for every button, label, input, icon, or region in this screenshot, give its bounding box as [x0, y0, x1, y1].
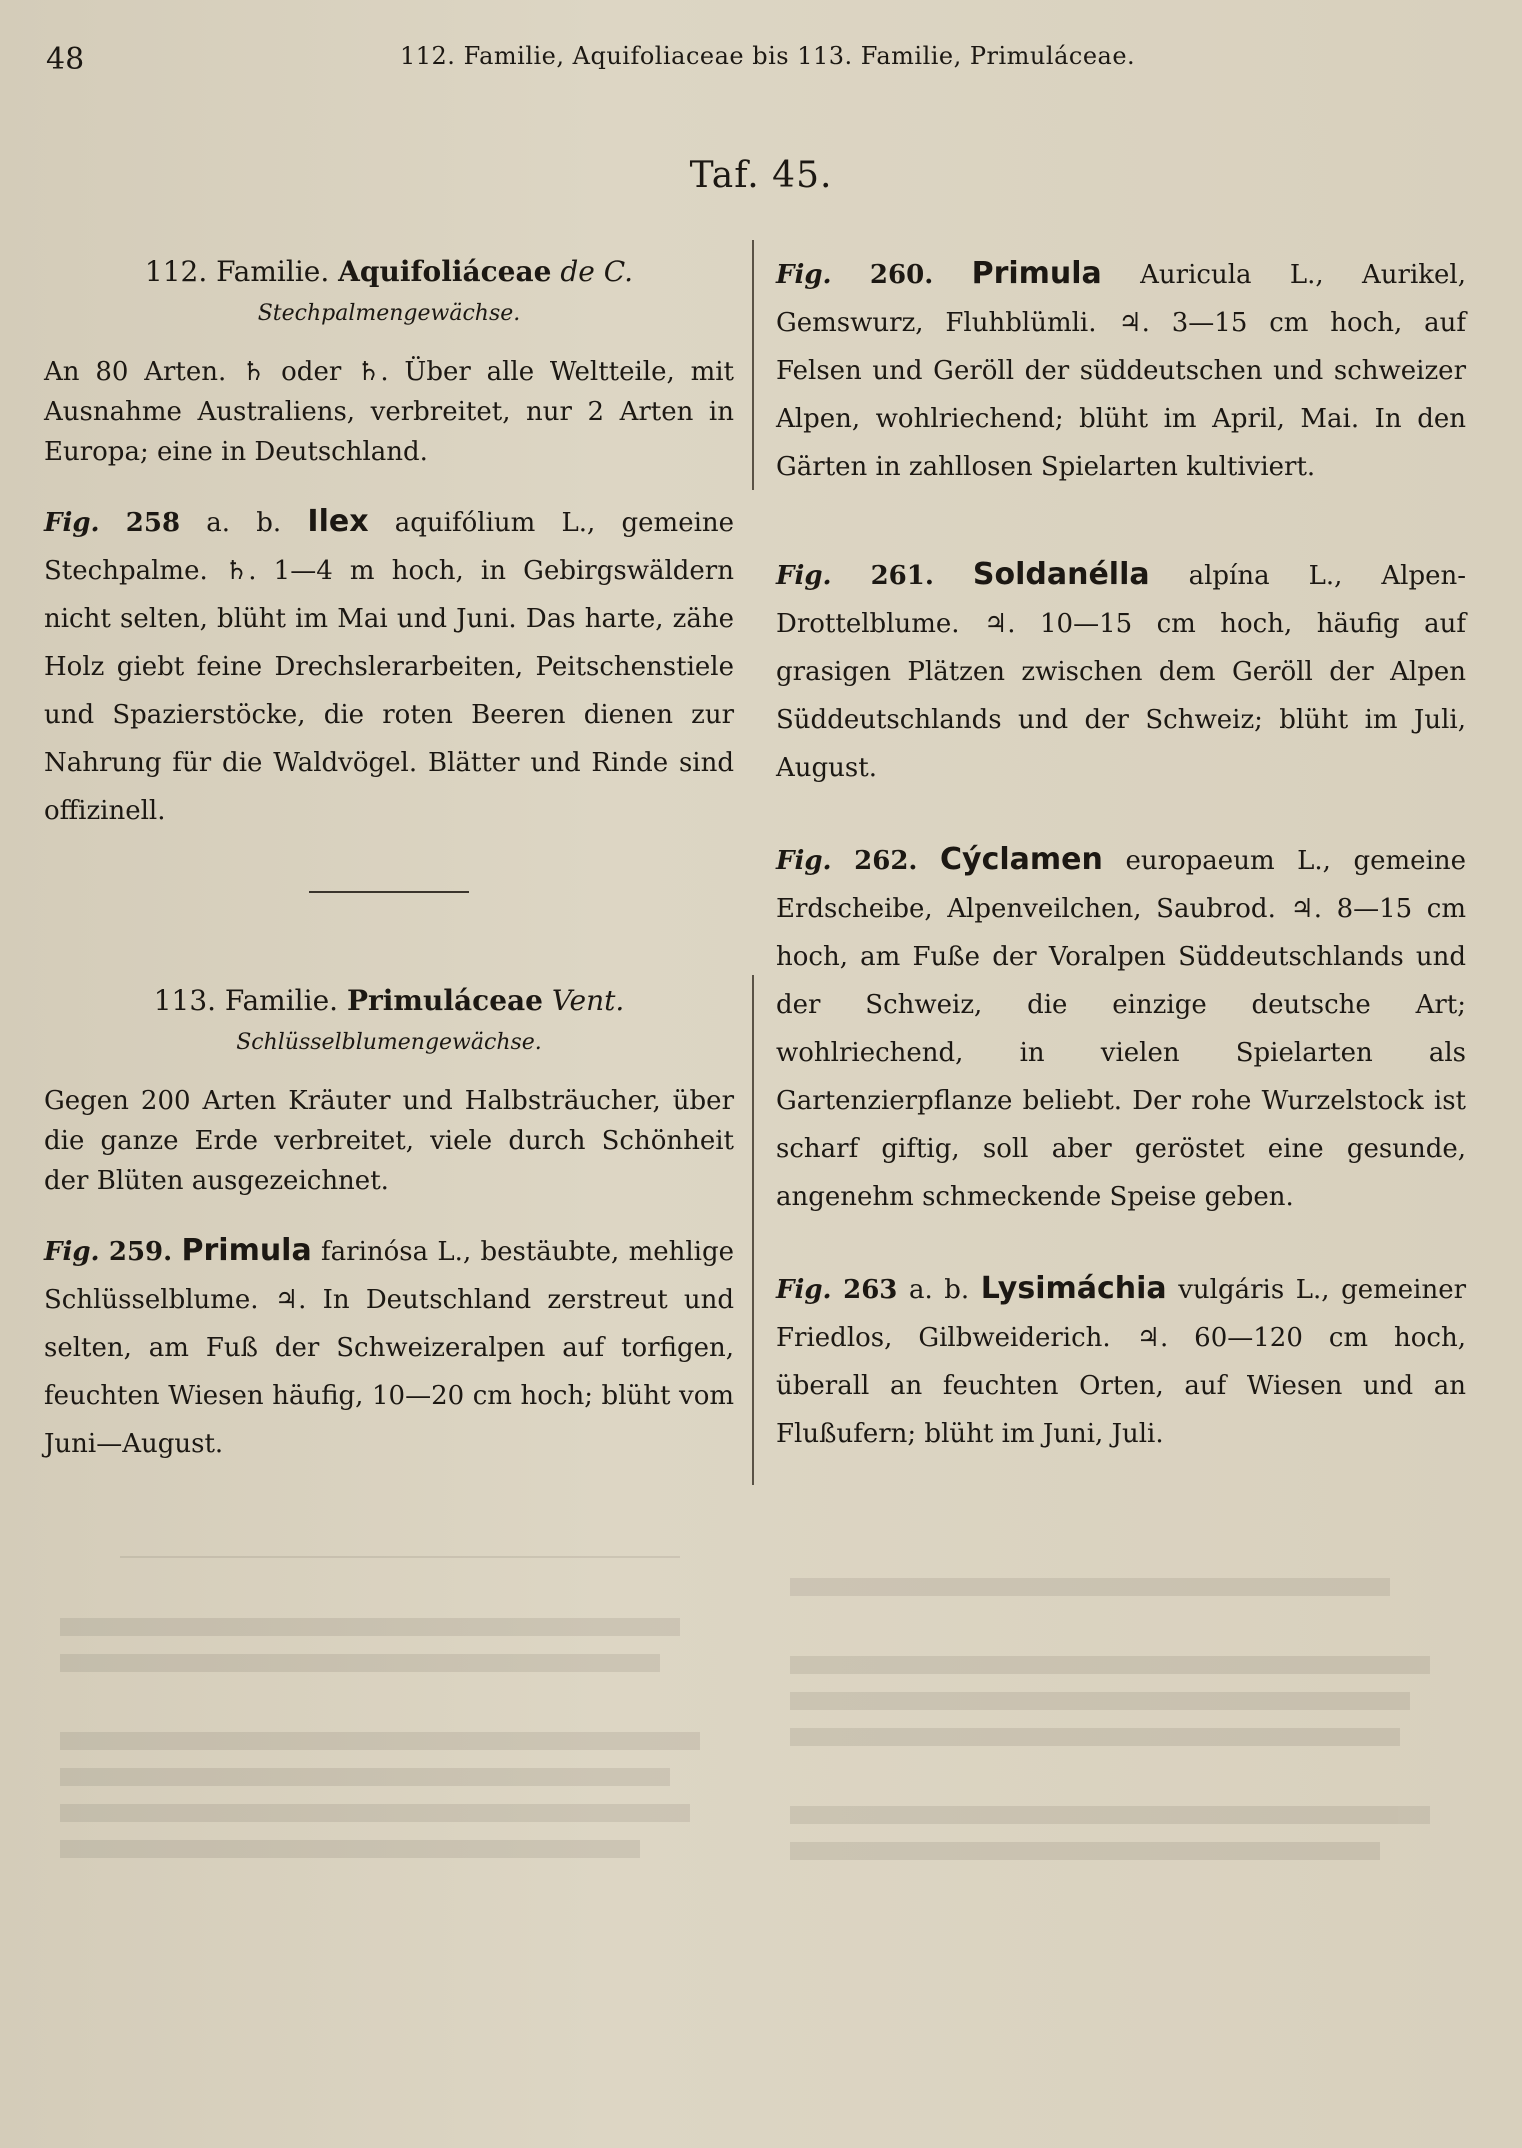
- entry-text: europaeum L., gemeine Erdscheibe, Alpenveilchen, Saubrod. ♃. 8—15 cm hoch, am Fuße der Voralpen Süddeutschlands und der Schweiz, die einzige deutsche Art; wohlriechend, in vielen Spielarten als Gartenzierpflanze beliebt. Der rohe Wurzelstock ist scharf giftig, soll aber geröstet eine gesunde, angenehm schmeckende Speise geben.: [776, 846, 1467, 1212]
- figure-entry-258: [44, 498, 734, 835]
- family-author: de C.: [560, 255, 634, 288]
- fig-label: Fig.: [776, 846, 832, 876]
- genus-name: Lysimáchia: [980, 1271, 1167, 1306]
- family-number: 113. Familie.: [153, 984, 339, 1017]
- fig-number: 260.: [869, 260, 934, 290]
- family-german-name: Stechpalmengewächse.: [257, 301, 521, 326]
- fig-label: Fig.: [776, 260, 832, 290]
- fig-number: 261.: [870, 561, 934, 591]
- entry-text: alpína L., Alpen-Drottelblume. ♃. 10—15 cm hoch, häufig auf grasigen Plätzen zwischen dem Geröll der Alpen Süddeutschlands und der Schweiz; blüht im Juli, August.: [776, 561, 1467, 783]
- figure-entry-263: [776, 1265, 1466, 1458]
- figure-entry-261: [776, 551, 1466, 792]
- running-head: [40, 42, 1482, 82]
- bleed-through-shadow: [0, 1520, 1522, 2148]
- family-description: An 80 Arten. ♄ oder ♄. Über alle Weltteile, mit Ausnahme Australiens, verbreitet, nur 2 Arten in Europa; eine in Deutschland.: [44, 357, 734, 467]
- fig-label: Fig.: [776, 561, 832, 591]
- fig-number: 259.: [108, 1237, 173, 1267]
- family-number: 112. Familie.: [144, 255, 330, 288]
- figure-entry-259: [44, 1227, 734, 1468]
- fig-number: 263: [843, 1275, 898, 1305]
- figure-entry-260: [776, 250, 1466, 491]
- fig-number: 262.: [854, 846, 918, 876]
- genus-name: Primula: [971, 256, 1102, 291]
- genus-name: Cýclamen: [940, 842, 1103, 877]
- entry-text: vulgáris L., gemeiner Friedlos, Gilbweiderich. ♃. 60—120 cm hoch, überall an feuchten Orten, auf Wiesen und an Flußufern; blüht im Juni, Juli.: [776, 1275, 1467, 1449]
- family-german-name: Schlüsselblumengewächse.: [236, 1030, 542, 1055]
- right-column: [776, 250, 1466, 1486]
- left-column: [44, 250, 734, 1496]
- bleed-block-left: [60, 1520, 720, 1876]
- family-heading-113: [44, 979, 734, 1023]
- genus-name: Soldanélla: [972, 557, 1150, 592]
- family-name: Aquifoliáceae: [338, 255, 552, 288]
- genus-name: Ilex: [307, 504, 369, 539]
- running-title: 112. Familie, Aquifoliaceae bis 113. Familie, Primuláceae.: [400, 42, 1136, 70]
- fig-label: Fig.: [776, 1275, 832, 1305]
- fig-label: Fig.: [44, 1237, 100, 1267]
- family-author: Vent.: [551, 984, 625, 1017]
- column-divider-top: [752, 240, 754, 490]
- family-name: Primuláceae: [346, 984, 543, 1017]
- family-heading-112: [44, 250, 734, 294]
- bleed-block-right: [790, 1560, 1450, 1878]
- entry-text: farinósa L., bestäubte, mehlige Schlüsselblume. ♃. In Deutschland zerstreut und selten, am Fuß der Schweizeralpen auf torfigen, feuchten Wiesen häufig, 10—20 cm hoch; blüht vom Juni—August.: [44, 1237, 735, 1459]
- fig-sub: a. b.: [206, 508, 282, 538]
- genus-name: Primula: [181, 1233, 312, 1268]
- entry-text: aquifólium L., gemeine Stechpalme. ♄. 1—4 m hoch, in Gebirgswäldern nicht selten, blüht im Mai und Juni. Das harte, zähe Holz giebt feine Drechslerarbeiten, Peitschenstiele und Spazierstöcke, die roten Beeren dienen zur Nahrung für die Waldvögel. Blätter und Rinde sind offizinell.: [44, 508, 735, 826]
- entry-text: Auricula L., Aurikel, Gemswurz, Fluhblümli. ♃. 3—15 cm hoch, auf Felsen und Geröll der süddeutschen und schweizer Alpen, wohlriechend; blüht im April, Mai. In den Gärten in zahllosen Spielarten kultiviert.: [776, 260, 1467, 482]
- column-divider-bottom: [752, 975, 754, 1485]
- page-number: 48: [46, 42, 85, 77]
- fig-label: Fig.: [44, 508, 100, 538]
- fig-sub: a. b.: [908, 1275, 970, 1305]
- fig-number: 258: [125, 508, 181, 538]
- plate-title: Taf. 45.: [689, 155, 833, 196]
- figure-entry-262: [776, 836, 1466, 1221]
- section-rule: [309, 891, 469, 893]
- family-description: Gegen 200 Arten Kräuter und Halbsträucher, über die ganze Erde verbreitet, viele durch Schönheit der Blüten ausgezeichnet.: [44, 1086, 734, 1196]
